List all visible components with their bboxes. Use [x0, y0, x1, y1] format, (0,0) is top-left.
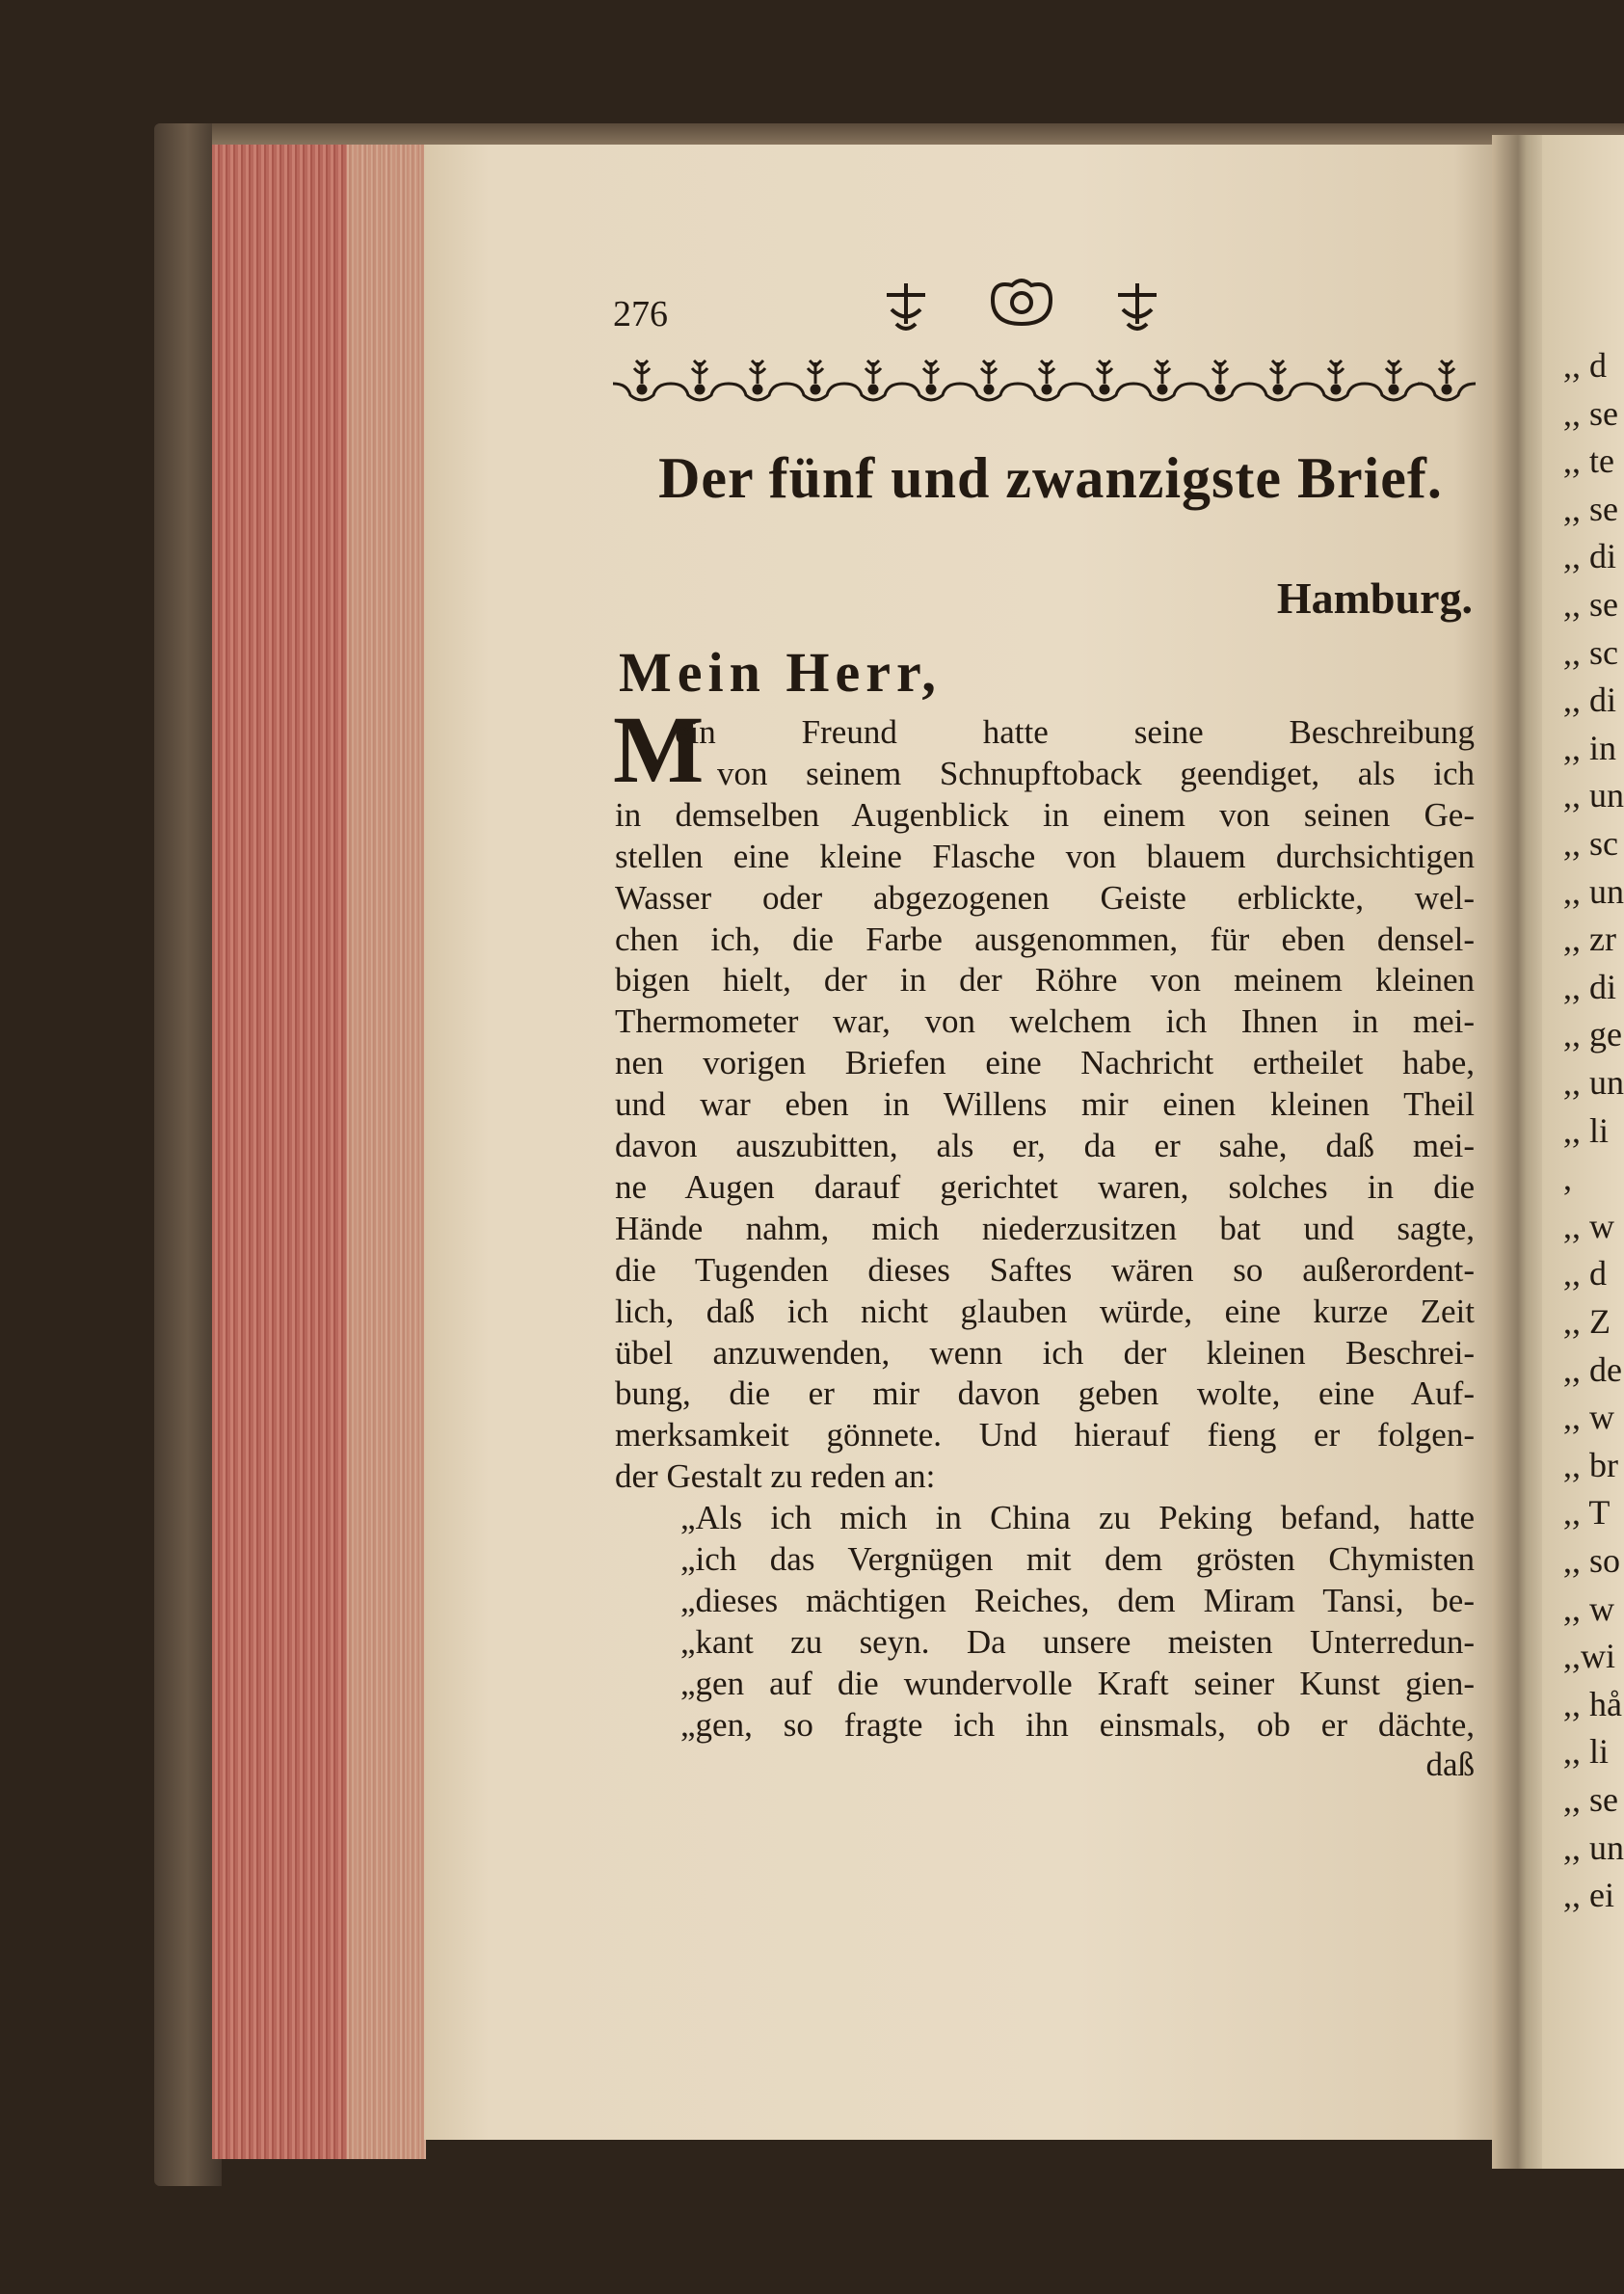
facing-line-fragment: ,, Z: [1563, 1302, 1611, 1341]
text-line: die Tugenden dieses Saftes wären so außerordent-: [615, 1250, 1475, 1289]
text-line: bung, die er mir davon geben wolte, eine Auf-: [615, 1374, 1475, 1413]
letter-title: Der fünf und zwanzigste Brief.: [658, 446, 1443, 510]
text-line: übel anzuwenden, wenn ich der kleinen Beschrei-: [615, 1333, 1475, 1372]
text-line: merksamkeit gönnete. Und hierauf fieng er folgen-: [615, 1416, 1475, 1454]
facing-line-fragment: ,, so: [1563, 1541, 1621, 1580]
facing-line-fragment: ,, in: [1563, 728, 1617, 767]
text-line: chen ich, die Farbe ausgenommen, für eben densel-: [615, 920, 1475, 958]
facing-line-fragment: ,,wi: [1563, 1637, 1615, 1676]
facing-line-fragment: ,, un: [1563, 1827, 1624, 1867]
facing-line-fragment: ,, ei: [1563, 1876, 1614, 1915]
facing-line-fragment: ,, zr: [1563, 920, 1616, 959]
catchword: daß: [1425, 1745, 1475, 1783]
facing-line-fragment: ,, di: [1563, 967, 1617, 1006]
facing-line-fragment: ,, di: [1563, 680, 1617, 720]
text-line: stellen eine kleine Flasche von blauem durchsichtigen: [615, 837, 1475, 875]
facing-line-fragment: ,, w: [1563, 1206, 1614, 1245]
text-line: in demselben Augenblick in einem von seinen Ge-: [615, 795, 1475, 834]
book-gutter: [1492, 135, 1550, 2169]
text-line: ein Freund hatte seine Beschreibung: [675, 713, 1475, 751]
page-number: 276: [613, 294, 668, 334]
facing-line-fragment: ,: [1563, 1159, 1572, 1198]
text-line: der Gestalt zu reden an:: [615, 1457, 936, 1496]
salutation: Mein Herr,: [619, 641, 942, 704]
ornamental-border-icon: [613, 355, 1476, 408]
facing-line-fragment: ,, T: [1563, 1493, 1611, 1533]
facing-line-fragment: ,, w: [1563, 1588, 1614, 1628]
text-line: davon auszubitten, als er, da er sahe, daß mei-: [615, 1127, 1475, 1164]
facing-line-fragment: ,, un: [1563, 871, 1624, 911]
text-line: „kant zu seyn. Da unsere meisten Unterredun-: [680, 1622, 1475, 1661]
text-line: ne Augen darauf gerichtet waren, solches in die: [615, 1167, 1475, 1206]
facing-line-fragment: ,, te: [1563, 441, 1614, 481]
text-line: Thermometer war, von welchem ich Ihnen in mei-: [615, 1002, 1475, 1041]
text-line: von seinem Schnupftoback geendiget, als ich: [717, 754, 1475, 792]
facing-line-fragment: ,, w: [1563, 1398, 1614, 1437]
facing-line-fragment: ,, sc: [1563, 824, 1618, 863]
text-line: „gen, so fragte ich ihn einsmals, ob er dächte,: [680, 1705, 1475, 1744]
text-line: Wasser oder abgezogenen Geiste erblickte, wel-: [615, 878, 1475, 917]
facing-line-fragment: ,, se: [1563, 393, 1618, 433]
letter-place: Hamburg.: [1276, 574, 1473, 623]
facing-line-fragment: ,, ge: [1563, 1015, 1622, 1054]
ornament-row: [613, 360, 1476, 400]
facing-line-fragment: ,, li: [1563, 1732, 1610, 1772]
drop-cap: M: [613, 696, 705, 803]
facing-line-fragment: ,, un: [1563, 776, 1624, 815]
text-line: und war eben in Willens mir einen kleinen Theil: [615, 1085, 1475, 1124]
facing-line-fragment: ,, br: [1563, 1445, 1618, 1484]
text-line: „ich das Vergnügen mit dem grösten Chymisten: [680, 1540, 1475, 1578]
header-ornament-icon: [867, 276, 1195, 343]
facing-line-fragment: ,, un: [1563, 1063, 1624, 1102]
text-line: lich, daß ich nicht glauben würde, eine kurze Zeit: [615, 1292, 1475, 1330]
facing-line-fragment: ,, hå: [1563, 1684, 1622, 1723]
facing-line-fragment: ,, se: [1563, 489, 1618, 528]
text-line: nen vorigen Briefen eine Nachricht ertheilet habe,: [615, 1044, 1475, 1082]
text-line: Hände nahm, mich niederzusitzen bat und sagte,: [615, 1209, 1475, 1247]
facing-line-fragment: ,, sc: [1563, 632, 1618, 672]
page-edges-inner: [347, 145, 426, 2159]
facing-line-fragment: ,, li: [1563, 1110, 1610, 1150]
text-line: „Als ich mich in China zu Peking befand, hatte: [680, 1499, 1475, 1537]
facing-line-fragment: ,, se: [1563, 1780, 1618, 1819]
book-top-edge: [212, 123, 1624, 147]
facing-line-fragment: ,, d: [1563, 346, 1607, 385]
facing-line-fragment: ,, d: [1563, 1254, 1607, 1294]
facing-line-fragment: ,, de: [1563, 1349, 1622, 1389]
facing-line-fragment: ,, di: [1563, 537, 1617, 576]
text-line: „dieses mächtigen Reiches, dem Miram Tansi, be-: [680, 1581, 1475, 1619]
text-line: bigen hielt, der in der Röhre von meinem kleinen: [615, 961, 1475, 1000]
facing-line-fragment: ,, se: [1563, 585, 1618, 624]
text-line: „gen auf die wundervolle Kraft seiner Kunst gien-: [680, 1664, 1475, 1702]
